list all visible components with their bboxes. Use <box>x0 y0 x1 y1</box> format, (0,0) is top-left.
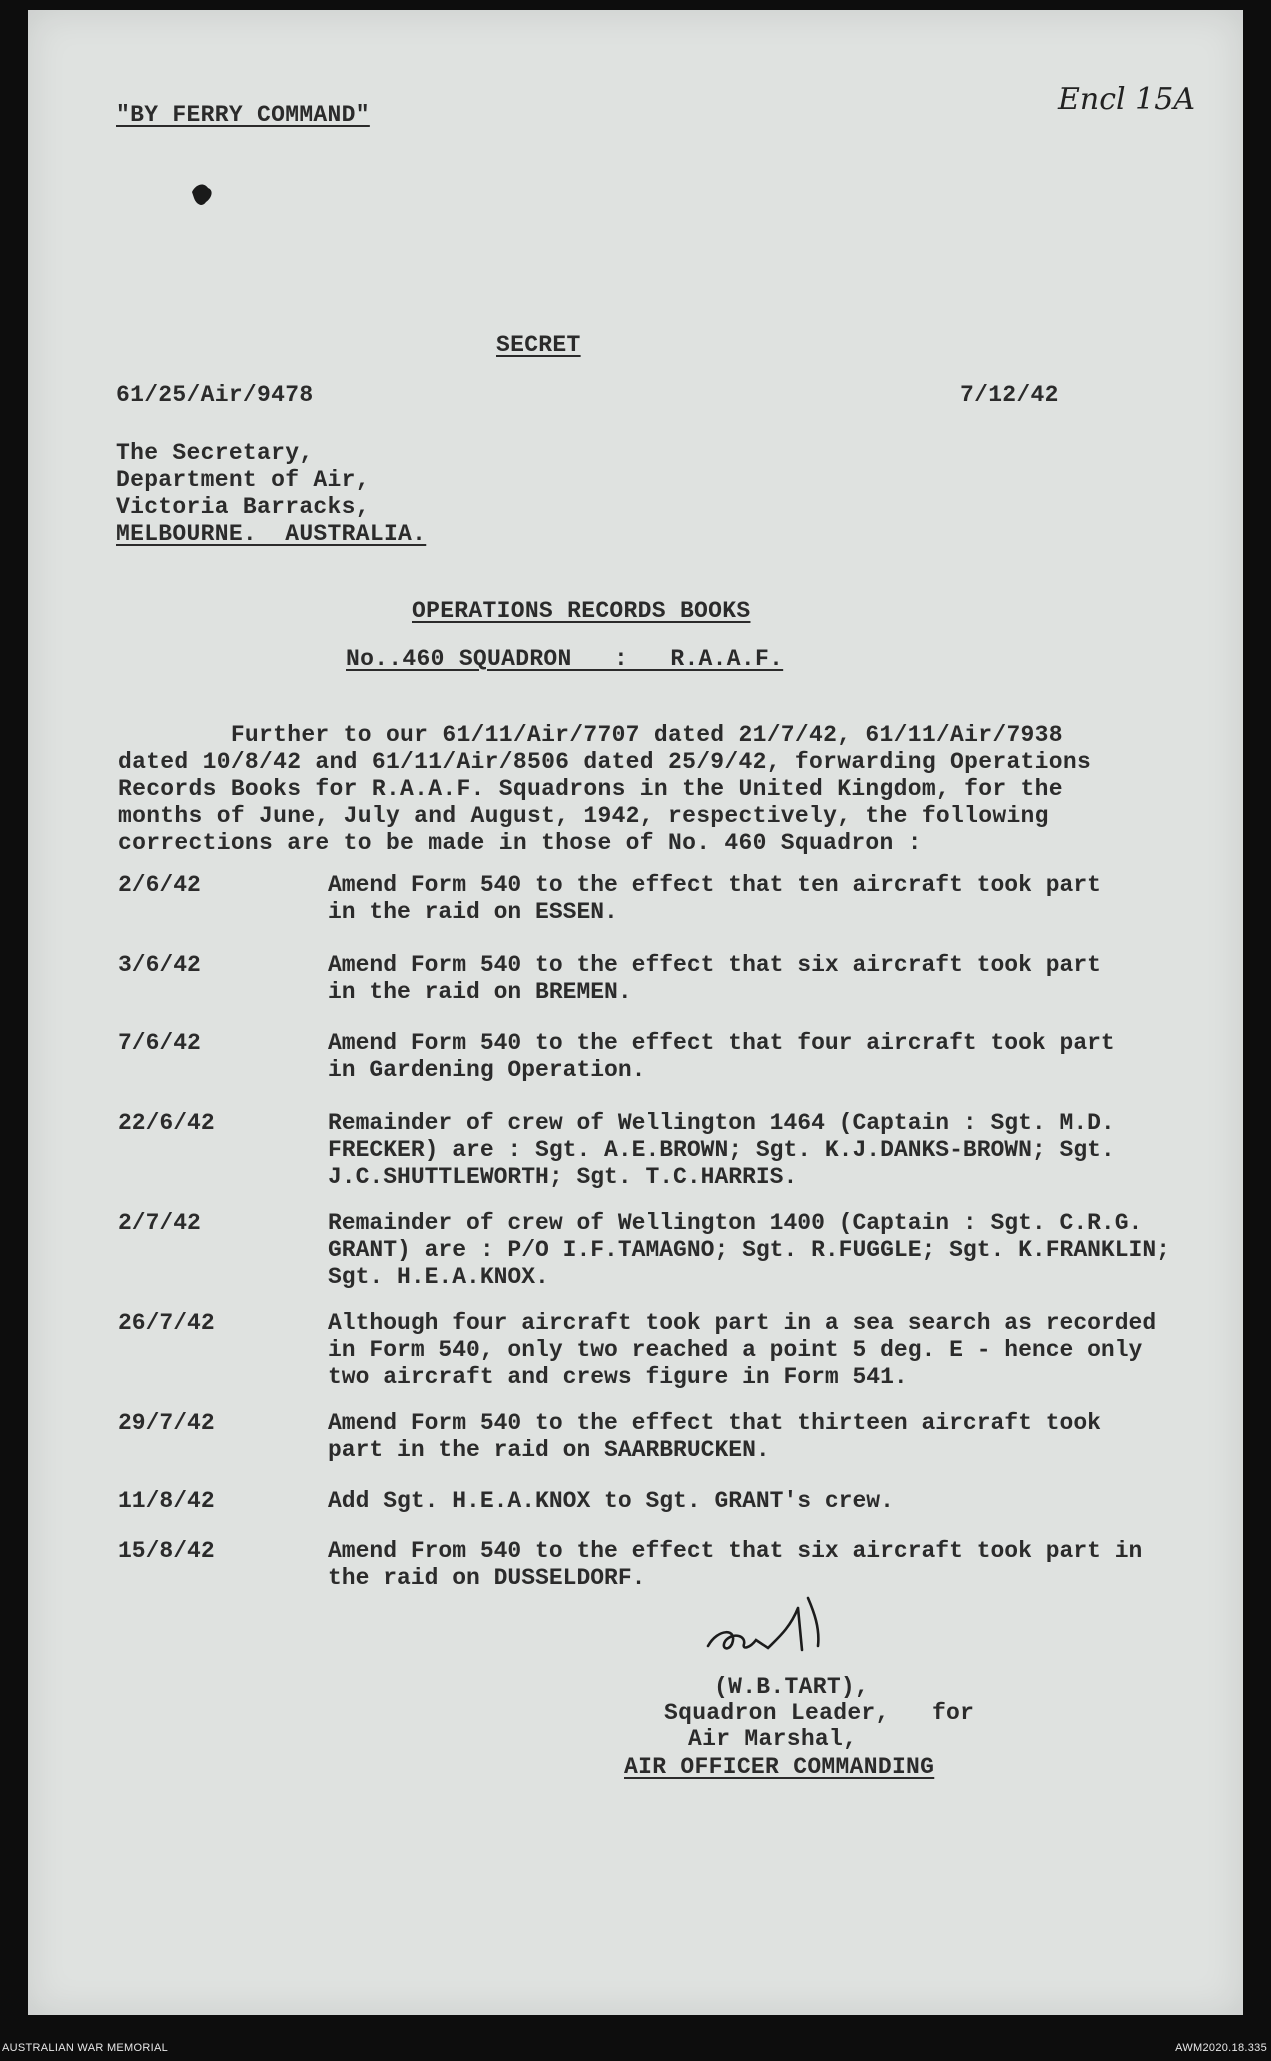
entry-text: part in the raid on SAARBRUCKEN. <box>328 1437 770 1463</box>
entry-text: in Form 540, only two reached a point 5 deg. E - hence only <box>328 1337 1143 1363</box>
entry-text: FRECKER) are : Sgt. A.E.BROWN; Sgt. K.J.DANKS-BROWN; Sgt. <box>328 1137 1115 1163</box>
top-note: "BY FERRY COMMAND" <box>116 102 370 128</box>
reference-number: 61/25/Air/9478 <box>116 382 314 408</box>
signature-office: AIR OFFICER COMMANDING <box>624 1754 935 1780</box>
letter-date: 7/12/42 <box>960 382 1059 408</box>
entry-text: the raid on DUSSELDORF. <box>328 1565 646 1591</box>
signature-name: (W.B.TART), <box>714 1674 870 1700</box>
handwritten-signature <box>698 1588 928 1668</box>
entry-text: Add Sgt. H.E.A.KNOX to Sgt. GRANT's crew. <box>328 1488 894 1514</box>
entry-text: two aircraft and crews figure in Form 541. <box>328 1364 908 1390</box>
entry-text: Amend From 540 to the effect that six aircraft took part in <box>328 1538 1143 1564</box>
ink-blot-mark <box>188 178 218 214</box>
entry-date: 22/6/42 <box>118 1110 215 1136</box>
entry-date: 2/7/42 <box>118 1210 201 1236</box>
intro-line: months of June, July and August, 1942, respectively, the following <box>118 803 1049 829</box>
subject-subheading: No..460 SQUADRON : R.A.A.F. <box>346 646 784 672</box>
entry-date: 26/7/42 <box>118 1310 215 1336</box>
entry-text: in Gardening Operation. <box>328 1057 646 1083</box>
entry-text: in the raid on ESSEN. <box>328 899 618 925</box>
entry-text: GRANT) are : P/O I.F.TAMAGNO; Sgt. R.FUGGLE; Sgt. K.FRANKLIN; <box>328 1237 1170 1263</box>
entry-text: in the raid on BREMEN. <box>328 979 632 1005</box>
entry-date: 3/6/42 <box>118 952 201 978</box>
intro-paragraph <box>118 722 1198 857</box>
archive-credit: AUSTRALIAN WAR MEMORIAL <box>2 2042 169 2054</box>
entry-text: Amend Form 540 to the effect that four aircraft took part <box>328 1030 1115 1056</box>
address-line: The Secretary, <box>116 440 314 466</box>
handwritten-annotation: Encl 15A <box>1058 82 1195 117</box>
intro-line: Further to our 61/11/Air/7707 dated 21/7/42, 61/11/Air/7938 <box>118 722 1063 748</box>
address-line: Department of Air, <box>116 467 370 493</box>
address-line: Victoria Barracks, <box>116 494 370 520</box>
entry-text: Amend Form 540 to the effect that six aircraft took part <box>328 952 1101 978</box>
entry-date: 29/7/42 <box>118 1410 215 1436</box>
intro-line: Records Books for R.A.A.F. Squadrons in the United Kingdom, for the <box>118 776 1063 802</box>
archive-reference: AWM2020.18.335 <box>1175 2042 1267 2054</box>
intro-line: dated 10/8/42 and 61/11/Air/8506 dated 25/9/42, forwarding Operations <box>118 749 1092 775</box>
subject-heading: OPERATIONS RECORDS BOOKS <box>412 598 751 624</box>
signature-title: Air Marshal, <box>688 1726 858 1752</box>
entry-text: Sgt. H.E.A.KNOX. <box>328 1264 549 1290</box>
entry-text: J.C.SHUTTLEWORTH; Sgt. T.C.HARRIS. <box>328 1164 798 1190</box>
signature-rank: Squadron Leader, for <box>664 1700 975 1726</box>
address-line: MELBOURNE. AUSTRALIA. <box>116 521 427 547</box>
entry-date: 15/8/42 <box>118 1538 215 1564</box>
entry-text: Remainder of crew of Wellington 1400 (Captain : Sgt. C.R.G. <box>328 1210 1143 1236</box>
entry-text: Although four aircraft took part in a sea search as recorded <box>328 1310 1157 1336</box>
entry-date: 7/6/42 <box>118 1030 201 1056</box>
entry-date: 11/8/42 <box>118 1488 215 1514</box>
entry-text: Remainder of crew of Wellington 1464 (Captain : Sgt. M.D. <box>328 1110 1115 1136</box>
document-page <box>28 10 1243 2015</box>
entry-text: Amend Form 540 to the effect that ten aircraft took part <box>328 872 1101 898</box>
entry-date: 2/6/42 <box>118 872 201 898</box>
intro-line: corrections are to be made in those of No. 460 Squadron : <box>118 830 922 856</box>
entry-text: Amend Form 540 to the effect that thirteen aircraft took <box>328 1410 1101 1436</box>
classification-heading: SECRET <box>496 332 581 358</box>
